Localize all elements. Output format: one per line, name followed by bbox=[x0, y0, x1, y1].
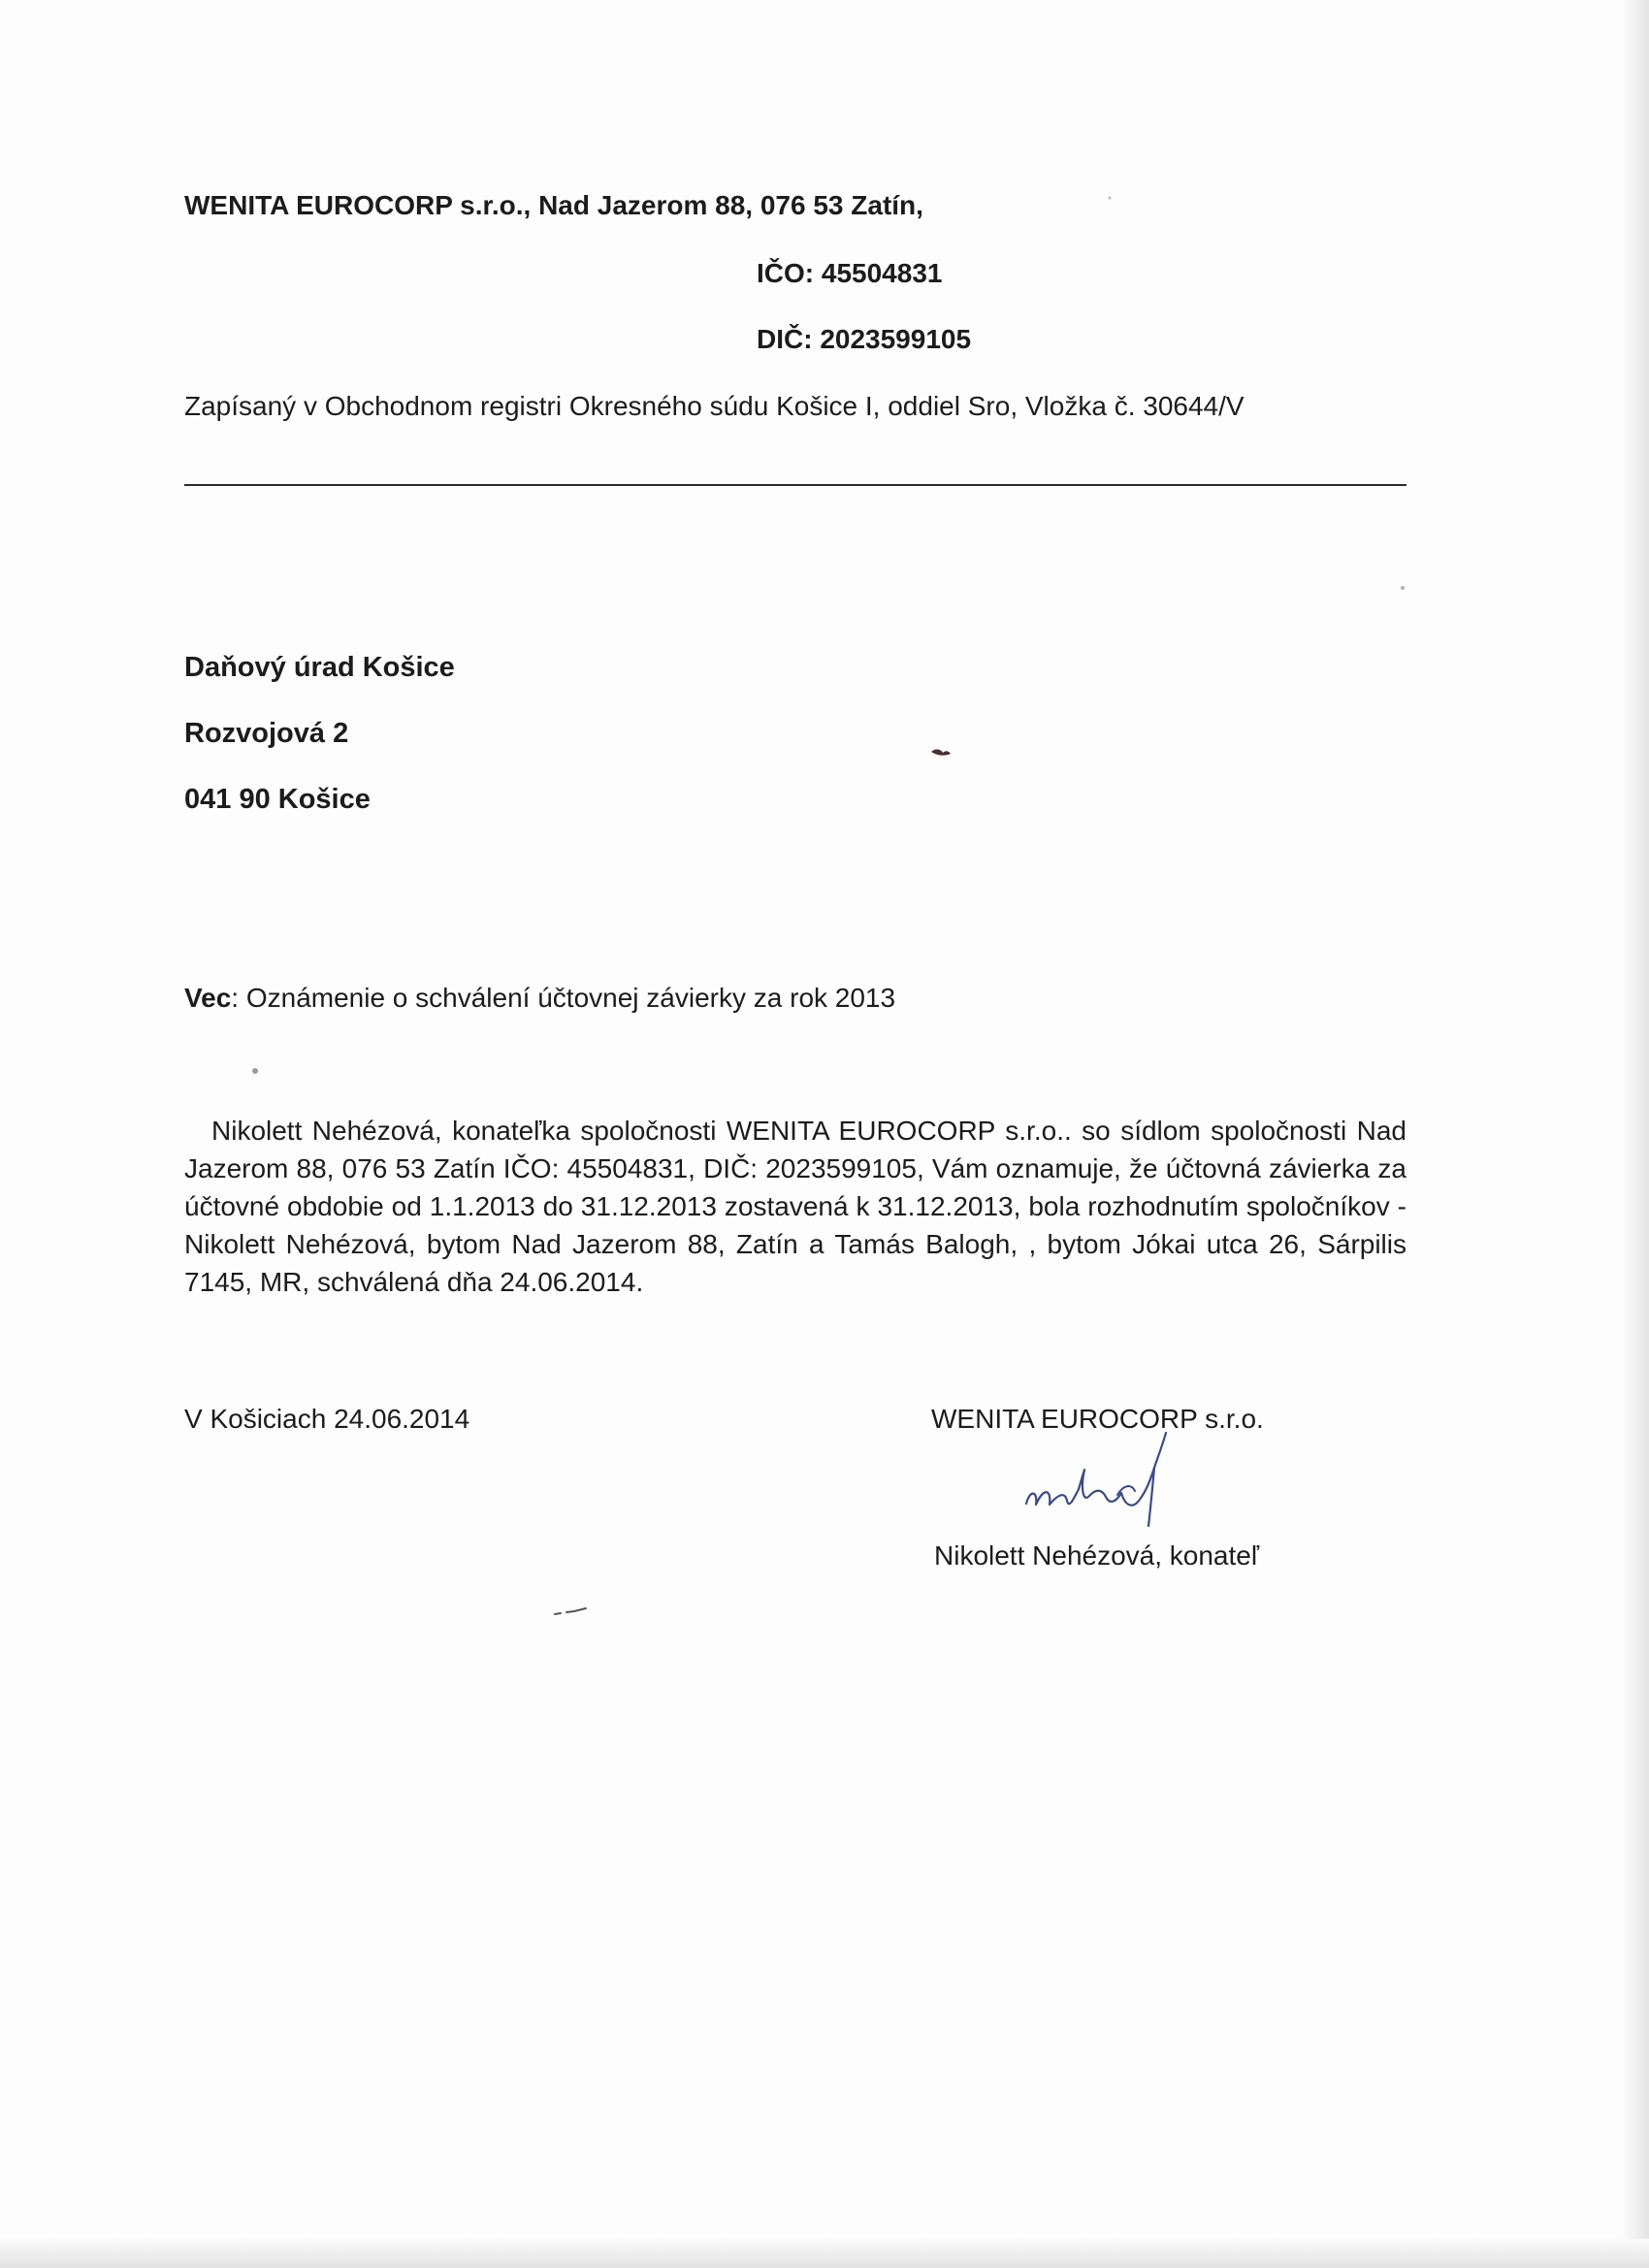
scan-edge-bottom bbox=[0, 2239, 1649, 2268]
dust-speck bbox=[1106, 194, 1114, 202]
letterhead-ico: IČO: 45504831 bbox=[757, 258, 943, 288]
signatory-name: Nikolett Nehézová, konateľ bbox=[934, 1540, 1260, 1571]
letterhead-company-line: WENITA EUROCORP s.r.o., Nad Jazerom 88, 076 53 Zatín, bbox=[184, 190, 923, 220]
recipient-street: Rozvojová 2 bbox=[184, 718, 349, 749]
body-paragraph: Nikolett Nehézová, konateľka spoločnosti WENITA EUROCORP s.r.o.. so sídlom spoločnosti Nad Jazerom 88, 076 53 Zatín IČO: 45504831, DIČ: 2023599105, Vám oznamuje, že účtovná závierka za účtovné obdobie od 1.1.2013 do 31.12.2013 zostavená k 31.12.2013, bola rozhodnutím spoločníkov - Nikolett Nehézová, bytom Nad Jazerom 88, Zatín a Tamás Balogh, , bytom Jókai utca 26, Sárpilis 7145, MR, schválená dňa 24.06.2014. bbox=[184, 1116, 1406, 1297]
dust-speck bbox=[250, 1066, 260, 1076]
subject-label: Vec bbox=[184, 983, 232, 1013]
recipient-name: Daňový úrad Košice bbox=[184, 652, 455, 683]
dust-speck bbox=[1397, 582, 1408, 594]
subject-line bbox=[184, 983, 895, 1014]
handwritten-signature bbox=[1009, 1411, 1203, 1538]
place-and-date: V Košiciach 24.06.2014 bbox=[184, 1404, 470, 1434]
header-divider bbox=[184, 484, 1406, 486]
ink-speck bbox=[929, 745, 953, 759]
scan-edge-right bbox=[1624, 0, 1649, 2268]
letterhead-dic: DIČ: 2023599105 bbox=[757, 324, 972, 354]
letterhead-registry: Zapísaný v Obchodnom registri Okresného súdu Košice I, oddiel Sro, Vložka č. 30644/V bbox=[184, 391, 1245, 421]
recipient-city: 041 90 Košice bbox=[184, 784, 371, 815]
signature-company: WENITA EUROCORP s.r.o. bbox=[931, 1404, 1264, 1434]
subject-text: : Oznámenie o schválení účtovnej závierky za rok 2013 bbox=[231, 983, 896, 1013]
dust-mark bbox=[553, 1605, 592, 1617]
